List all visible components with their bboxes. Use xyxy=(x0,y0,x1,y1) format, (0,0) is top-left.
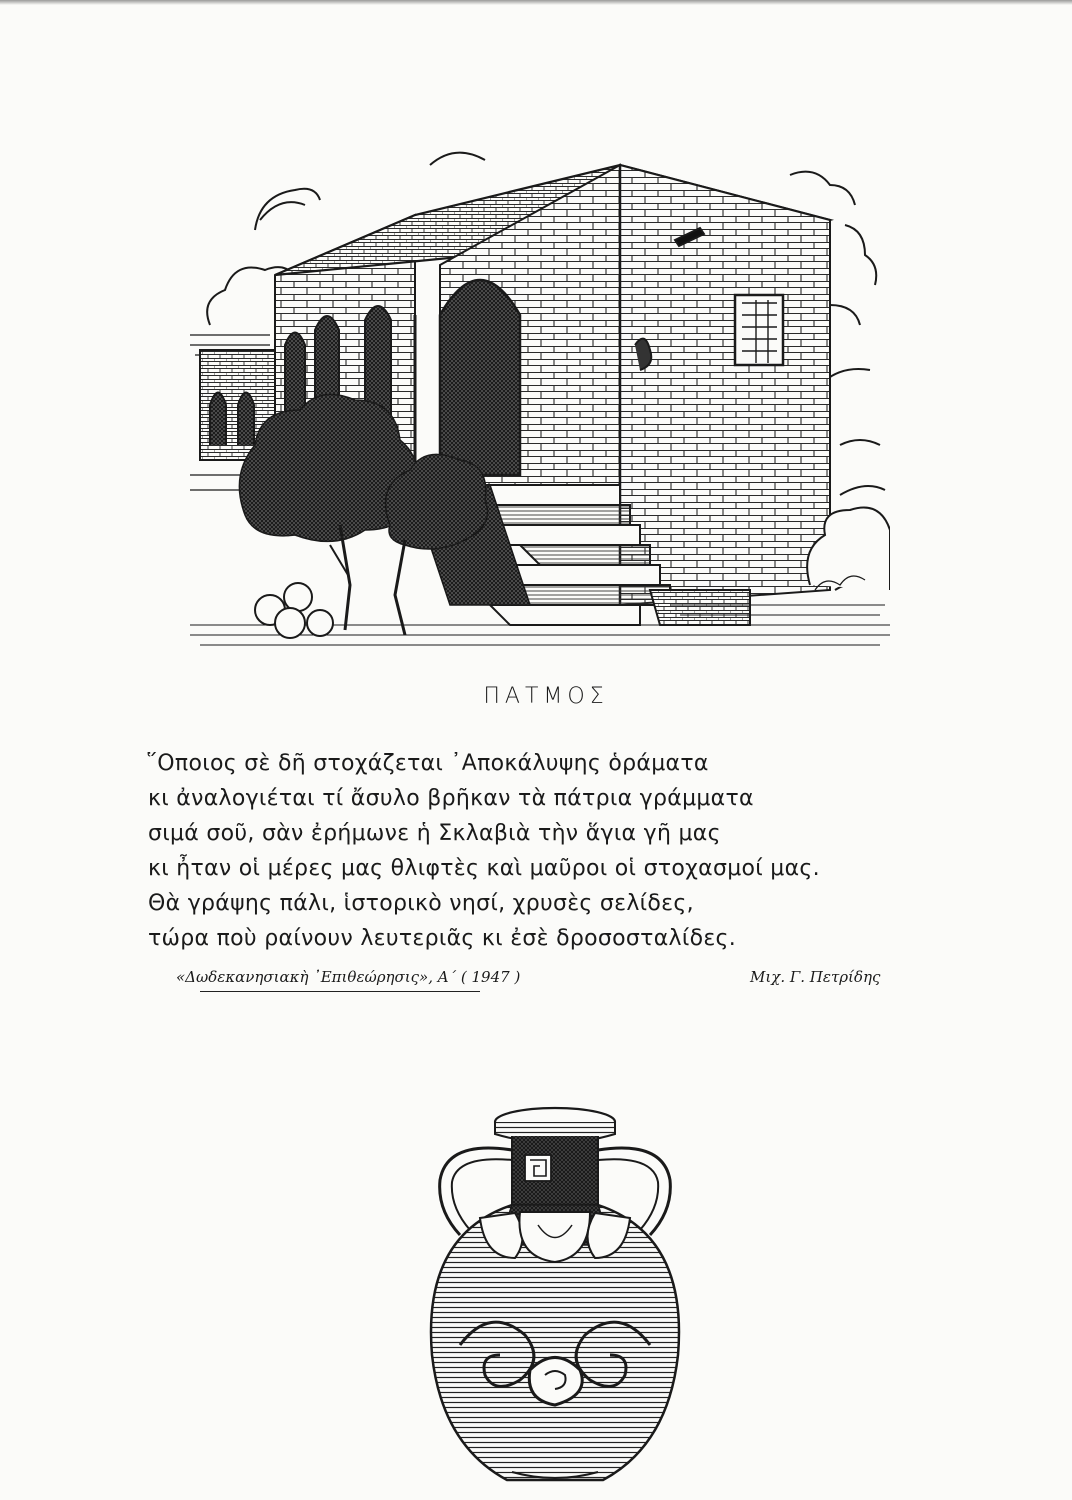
poem-line: κι ἀναλογιέται τί ἄσυλο βρῆκαν τὰ πάτρια γράμματα xyxy=(148,786,754,811)
amphora-illustration xyxy=(420,1100,690,1490)
poem-line: ῞Οποιος σὲ δῆ στοχάζεται ᾿Αποκάλυψης ὁράματα xyxy=(146,751,709,776)
poem-line: σιμά σοῦ, σὰν ἐρήμωνε ἡ Σκλαβιὰ τὴν ἅγια γῆ μας xyxy=(148,821,721,846)
page-top-edge xyxy=(0,0,1072,5)
poem-line: κι ἦταν οἱ μέρες μας θλιφτὲς καὶ μαῦροι οἱ στοχασμοί μας. xyxy=(148,856,820,881)
poem xyxy=(148,746,948,956)
poem-line: Θὰ γράψης πάλι, ἱστορικὸ νησί, χρυσὲς σελίδες, xyxy=(148,891,694,916)
source-underline xyxy=(200,991,480,992)
source-citation: «Δωδεκανησιακὴ ᾿Επιθεώρησις», Α΄ ( 1947 ) xyxy=(176,968,521,986)
poem-line: τώρα ποὺ ραίνουν λευτεριᾶς κι ἐσὲ δροσοσταλίδες. xyxy=(148,926,737,951)
author-signature: Μιχ. Γ. Πετρίδης xyxy=(750,968,881,986)
building-illustration xyxy=(190,145,890,650)
page-title: ΠΑΤΜΟΣ xyxy=(483,684,609,709)
